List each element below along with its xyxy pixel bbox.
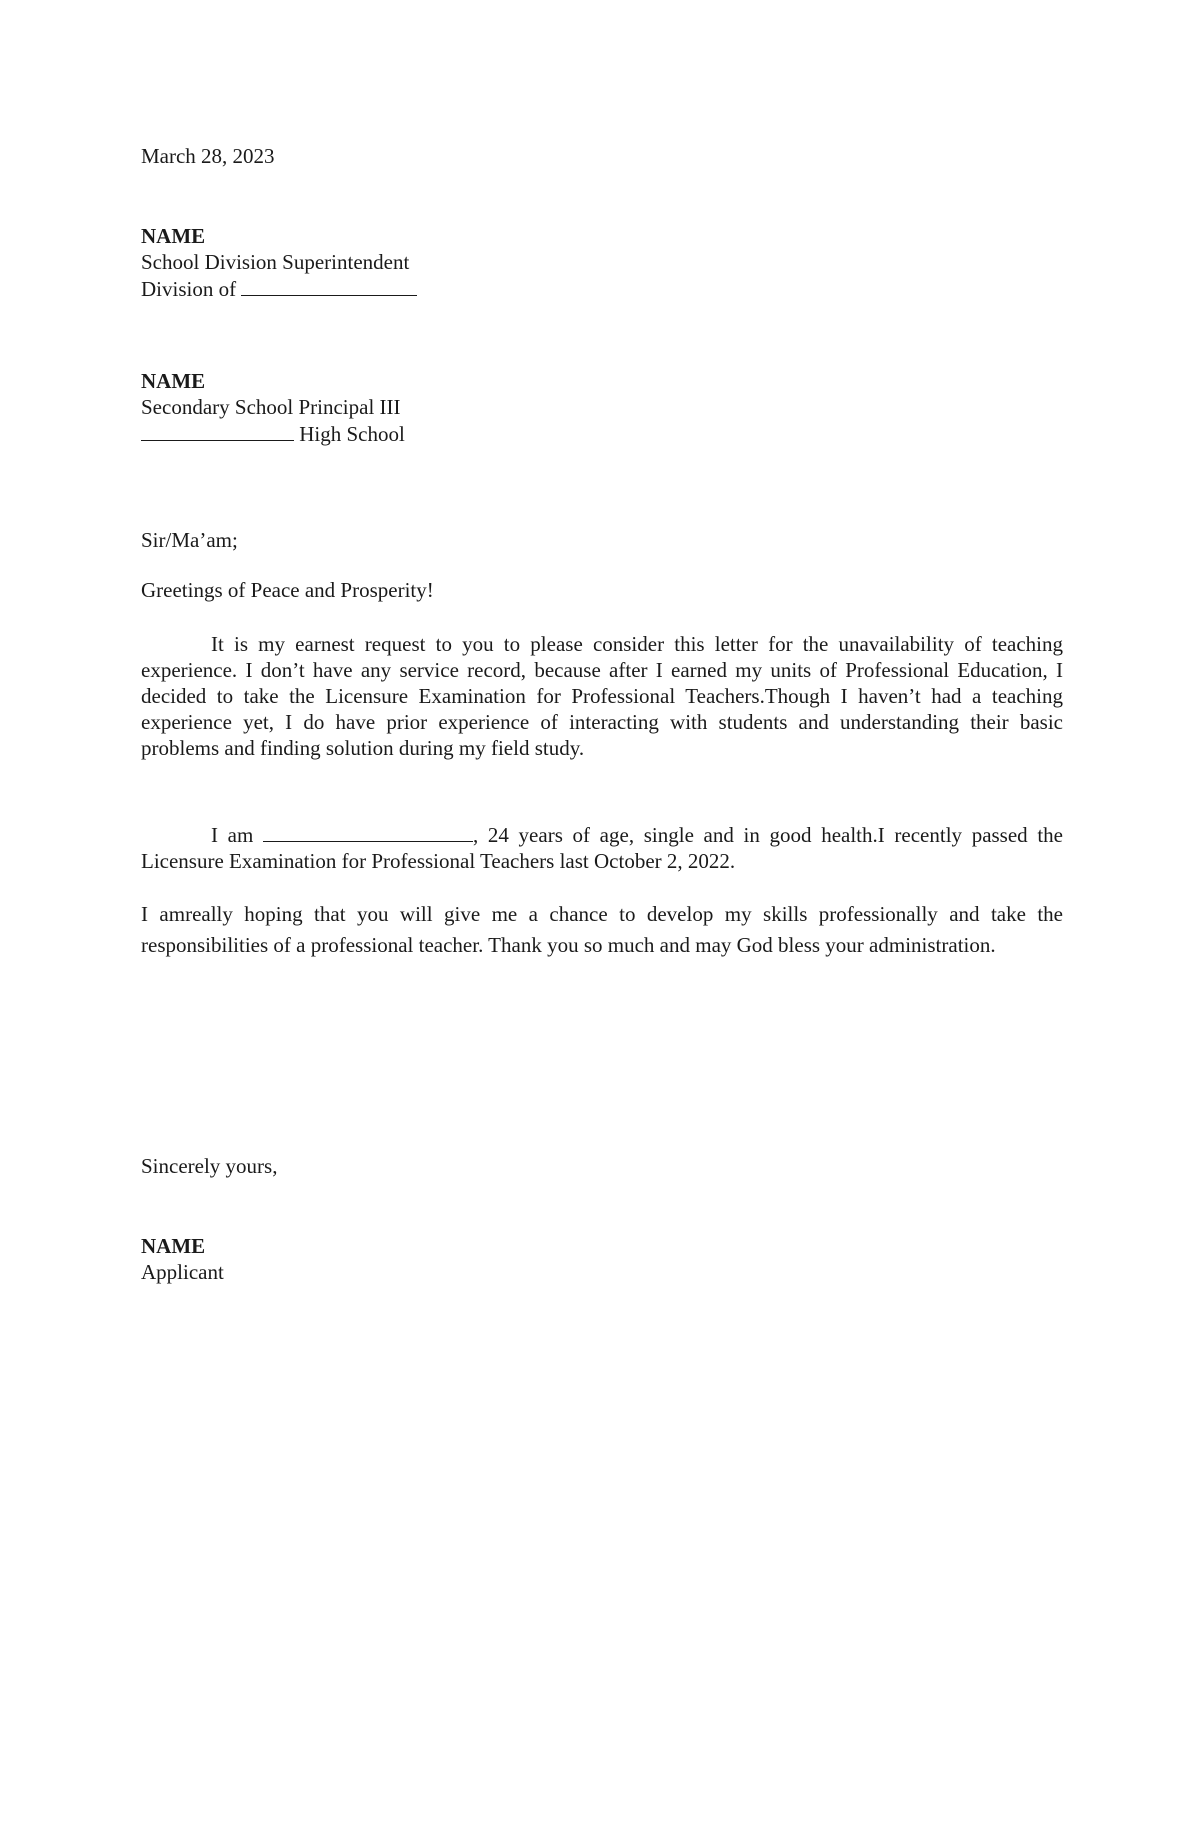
recipient-superintendent xyxy=(141,223,1063,302)
signatory-name: NAME xyxy=(141,1234,206,1258)
body-paragraph-1: It is my earnest request to you to please consider this letter for the unavailability of teaching experience. I don’t have any service record, because after I earned my units of Professional Education, I decided to take the Licensure Examination for Professional Teachers.Though I haven’t had a teaching experience yet, I do have prior experience of interacting with students and understanding their basic problems and finding solution during my field study. xyxy=(141,632,1063,760)
recipient-school: High School xyxy=(141,420,1063,447)
body-paragraph-2: I am , 24 years of age, single and in good health.I recently passed the Licensure Examination for Professional Teachers last October 2, 2022. xyxy=(141,823,1063,873)
salutation: Sir/Ma’am; xyxy=(141,528,238,552)
recipient-principal xyxy=(141,368,1063,447)
recipient-division: Division of xyxy=(141,275,1063,302)
signature-block xyxy=(141,1233,1063,1285)
body-paragraph-3: I amreally hoping that you will give me a chance to develop my skills professionally and take the responsibilities of a professional teacher. Thank you so much and may God bless your administration. xyxy=(141,902,1063,957)
recipient-name: NAME xyxy=(141,369,206,393)
greeting: Greetings of Peace and Prosperity! xyxy=(141,578,434,602)
recipient-title: Secondary School Principal III xyxy=(141,395,401,419)
division-blank xyxy=(241,275,417,296)
signatory-title: Applicant xyxy=(141,1260,224,1284)
recipient-title: School Division Superintendent xyxy=(141,250,410,274)
school-blank xyxy=(141,420,294,441)
applicant-name-blank xyxy=(263,821,473,842)
letter-date: March 28, 2023 xyxy=(141,144,275,168)
closing: Sincerely yours, xyxy=(141,1154,278,1178)
recipient-name: NAME xyxy=(141,224,206,248)
